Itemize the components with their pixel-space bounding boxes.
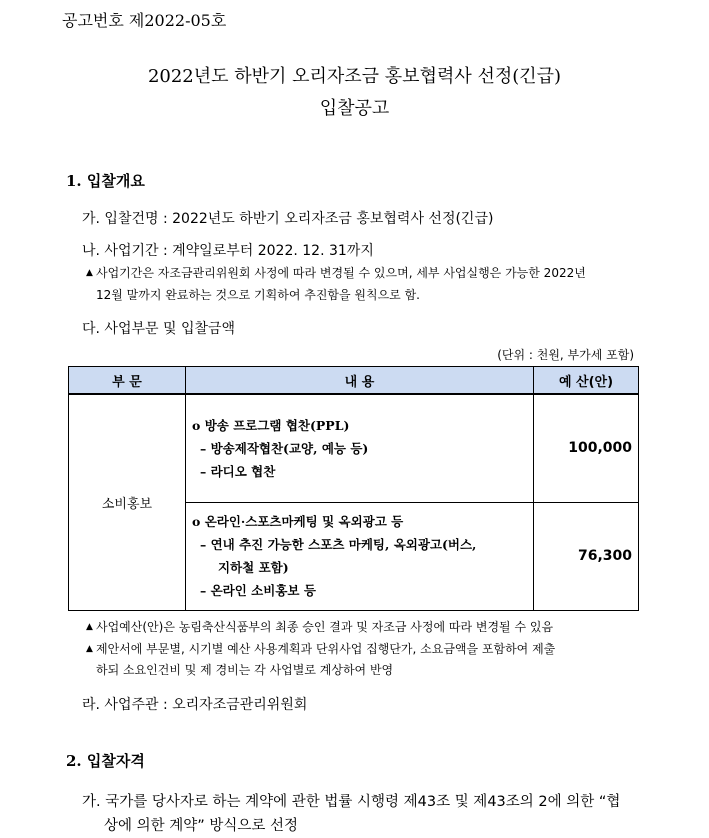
item-organizer: 라. 사업주관 : 오리자조금관리위원회: [82, 697, 308, 713]
note-marker-icon: ▲: [86, 644, 93, 654]
table-row: [69, 394, 639, 502]
note-proposal-line2: 하되 소요인건비 및 제 경비는 각 사업별로 계상하여 반영: [96, 663, 394, 677]
content-line: – 방송제작협찬(교양, 예능 등): [200, 440, 369, 456]
note-budget: [86, 616, 554, 638]
category-cell: 소비홍보: [69, 394, 186, 610]
content-line: – 연내 추진 가능한 스포츠 마케팅, 옥외광고(버스,: [200, 537, 477, 552]
table-header-row: [69, 367, 639, 395]
section1-heading: 1. 입찰개요: [66, 172, 145, 190]
unit-label: (단위 : 천원, 부가세 포함): [497, 348, 634, 362]
header-budget: 예 산(안): [534, 367, 639, 395]
item-bid-name: 가. 입찰건명 : 2022년도 하반기 오리자조금 홍보협력사 선정(긴급): [82, 211, 494, 227]
budget-cell: 100,000: [534, 394, 639, 502]
item-qualification-line2: 상에 의한 계약” 방식으로 선정: [104, 818, 299, 834]
note-budget-text: 사업예산(안)은 농림축산식품부의 최종 승인 결과 및 자조금 사정에 따라 변경될 수 있음: [96, 620, 554, 634]
content-line: 지하철 포함): [218, 560, 289, 575]
content-line: – 라디오 협찬: [200, 463, 276, 479]
note-marker-icon: ▲: [86, 268, 93, 278]
content-line: – 온라인 소비홍보 등: [200, 583, 316, 598]
content-line: o 방송 프로그램 협찬(PPL): [192, 417, 350, 433]
document-subtitle: 입찰공고: [319, 98, 390, 119]
content-line: o 온라인·스포츠마케팅 및 옥외광고 등: [192, 514, 404, 529]
content-cell: [186, 502, 534, 610]
item-budget-section: 다. 사업부문 및 입찰금액: [82, 321, 236, 337]
notice-number: 공고번호 제2022-05호: [62, 11, 227, 30]
header-content: 내 용: [186, 367, 534, 395]
note-period-line2: 12월 말까지 완료하는 것으로 기획하여 추진함을 원칙으로 함.: [96, 288, 420, 302]
item-project-period: 나. 사업기간 : 계약일로부터 2022. 12. 31까지: [82, 243, 374, 259]
header-category: 부 문: [69, 367, 186, 395]
note-marker-icon: ▲: [86, 622, 93, 632]
document-title: 2022년도 하반기 오리자조금 홍보협력사 선정(긴급): [147, 66, 562, 87]
item-qualification-line1: 가. 국가를 당사자로 하는 계약에 관한 법률 시행령 제43조 및 제43조의 2에 의한 “협: [82, 794, 621, 810]
section2-heading: 2. 입찰자격: [66, 752, 145, 770]
content-cell: [186, 394, 534, 502]
note-period: [86, 262, 586, 284]
note-period-line1: 사업기간은 자조금관리위원회 사정에 따라 변경될 수 있으며, 세부 사업실행은 가능한 2022년: [96, 266, 586, 280]
budget-table: [68, 366, 639, 611]
budget-cell: 76,300: [534, 502, 639, 610]
note-proposal: [86, 638, 556, 660]
note-proposal-line1: 제안서에 부문별, 시기별 예산 사용계획과 단위사업 집행단가, 소요금액을 포함하여 제출: [96, 642, 556, 656]
